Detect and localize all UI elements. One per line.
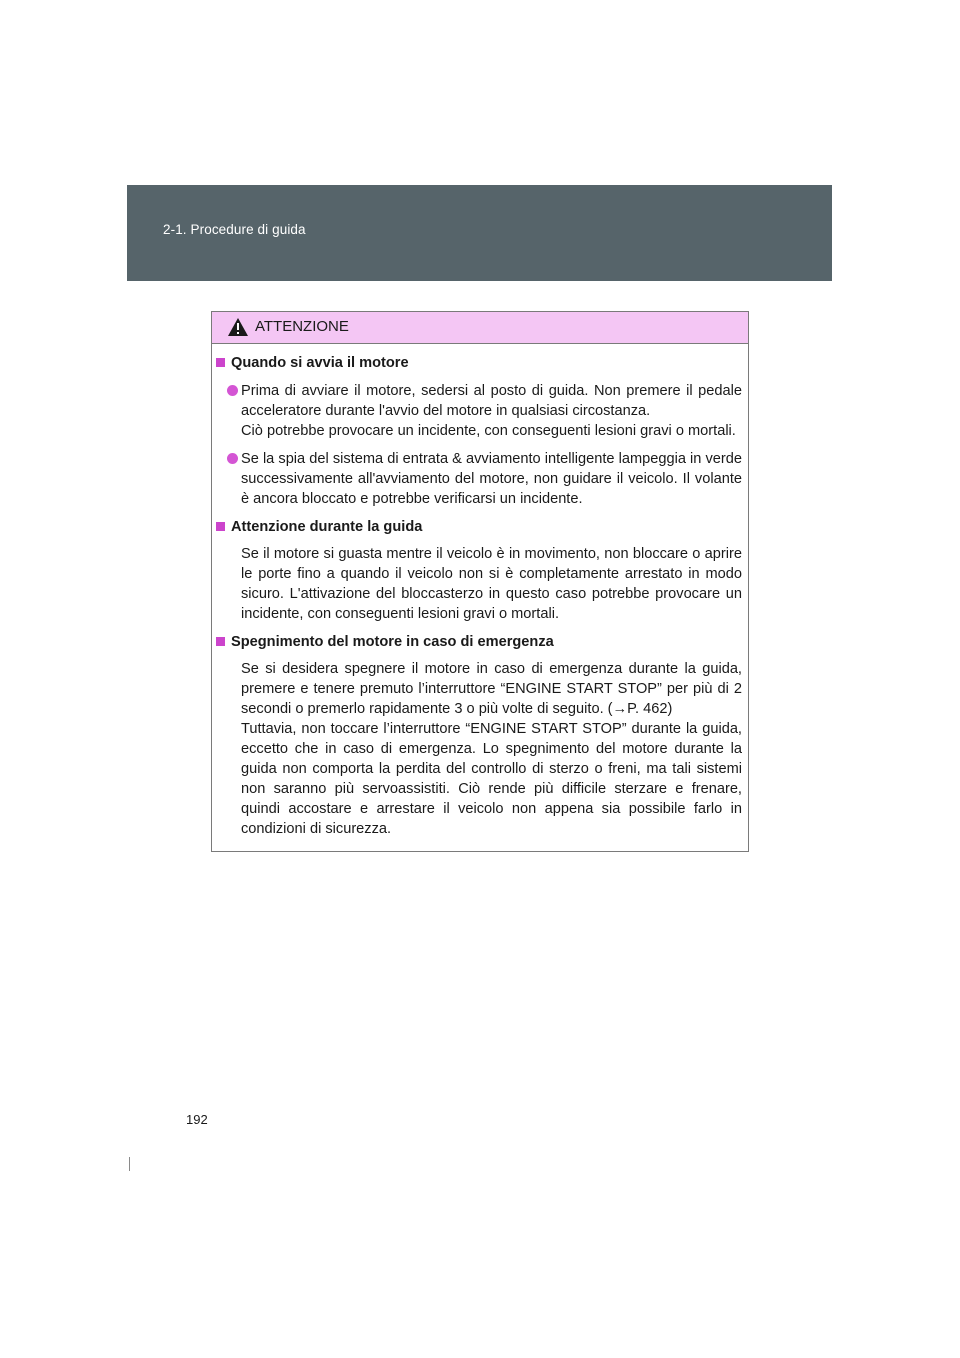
paragraph: Se si desidera spegnere il motore in caso di emergenza durante la guida, premere e tenere premuto l’interruttore “ENGINE START STOP” per più di 2 secondi o premerlo rapidamente 3 o più volte di seguito. (→P. 462) (241, 661, 742, 717)
warning-content (216, 350, 742, 839)
bullet-item: Se la spia del sistema di entrata & avviamento intelligente lampeggia in verde successivamente all'avviamento del motore, non guidare il veicolo. Il volante è ancora bloccato e potrebbe verificarsi un incidente. (216, 449, 742, 509)
page-number: 192 (186, 1112, 208, 1127)
square-bullet-icon (216, 637, 225, 646)
chapter-header-band (127, 185, 832, 281)
round-bullet-icon (227, 453, 238, 464)
paragraph: Tuttavia, non toccare l’interruttore “ENGINE START STOP” durante la guida, eccetto che in caso di emergenza. Lo spegnimento del motore durante la guida non comporta la perdita del controllo di sterzo o freni, ma tali sistemi non saranno più servoassistiti. Ciò rende più difficile sterzare e frenare, quindi accostare e arrestare il veicolo non appena sia possibile farlo in condizioni di sicurezza. (241, 721, 742, 837)
section-title: 2-1. Procedure di guida (163, 222, 306, 237)
square-bullet-icon (216, 358, 225, 367)
warning-box (211, 311, 749, 852)
bullet-item: Prima di avviare il motore, sedersi al posto di guida. Non premere il pedale acceleratore durante l'avvio del motore in qualsiasi circostanza. Ciò potrebbe provocare un incidente, con conseguenti lesioni gravi o mortali. (216, 381, 742, 441)
square-bullet-icon (216, 522, 225, 531)
margin-mark (129, 1157, 130, 1171)
warning-title: ATTENZIONE (255, 318, 349, 335)
heading-engine-start: Quando si avvia il motore (216, 353, 742, 373)
warning-header (212, 312, 748, 344)
warning-triangle-icon (227, 317, 249, 342)
round-bullet-icon (227, 385, 238, 396)
heading-driving-caution: Attenzione durante la guida (216, 517, 742, 537)
paragraph: Se il motore si guasta mentre il veicolo è in movimento, non bloccare o aprire le porte fino a quando il veicolo non si è completamente arrestato in modo sicuro. L'attivazione del bloccasterzo in questo caso potrebbe provocare un incidente, con conseguenti lesioni gravi o mortali. (241, 546, 742, 622)
heading-emergency-stop: Spegnimento del motore in caso di emergenza (216, 632, 742, 652)
